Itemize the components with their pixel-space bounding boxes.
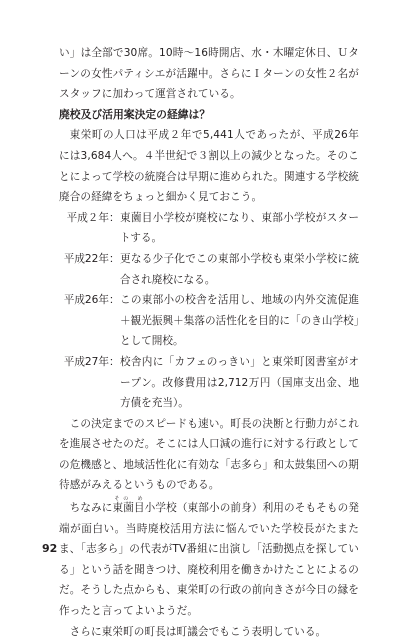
timeline-separator: ： xyxy=(109,211,120,224)
timeline-entry xyxy=(59,208,359,249)
timeline-year: 平成26年 xyxy=(63,294,109,307)
timeline-separator: ： xyxy=(109,252,120,265)
timeline-year: 平成２年 xyxy=(66,211,109,224)
timeline-entry xyxy=(59,290,359,352)
timeline-entry xyxy=(59,352,359,414)
timeline-year: 平成27年 xyxy=(63,355,109,368)
paragraph-1: い」は全部で30席。10時〜16時開店、水・木曜定休日、Ｕターンの女性パティシエが活躍中。さらにＩターンの女性２名がスタッフに加わって運営されている。 xyxy=(59,47,359,101)
paragraph-5: さらに東栄町の町長は町議会でもこう表明している。 xyxy=(69,625,327,638)
furigana-base: 東薗目 xyxy=(112,502,145,515)
paragraph-4 xyxy=(59,496,359,622)
page-number: 92 xyxy=(42,542,58,555)
paragraph-4-body: 小学校（東部小の前身）利用のそもそもの発端が面白い。当時廃校活用方法に悩んでいた学校長がたまたま、「志多ら」の代表がTV番組に出演し「活動拠点を探している」という話を聞きつけ、廃校利用を働きかけたことによるのだ。そうした点からも、東栄町の行政の前向きさが今日の縁を作ったと言ってよいようだ。 xyxy=(59,502,360,618)
paragraph-4-lead: ちなみに xyxy=(69,502,113,515)
timeline-text: 更なる少子化でこの東部小学校も東栄小学校に統合され廃校になる。 xyxy=(120,252,359,286)
timeline-text: 校舎内に「カフェのっきい」と東栄町図書室がオープン。改修費用は2,712万円（国庫支出金、地方債を充当）。 xyxy=(120,355,359,410)
section-heading: 廃校及び活用案決定の経緯は？ xyxy=(59,107,211,121)
paragraph-3: この決定までのスピードも速い。町長の決断と行動力がこれを進展させたのだ。そこには人口減の進行に対する行政としての危機感と、地域活性化に有効な「志多ら」和太鼓集団への期待感がみえるというものである。 xyxy=(59,417,359,492)
page-body xyxy=(59,43,359,642)
timeline-year: 平成22年 xyxy=(63,252,109,265)
timeline-text: 東薗目小学校が廃校になり、東部小学校がスタートする。 xyxy=(120,211,359,245)
timeline-separator: ： xyxy=(109,355,120,368)
furigana-reading: その め xyxy=(112,496,145,503)
timeline-list xyxy=(59,208,359,414)
timeline-text: この東部小の校舎を活用し、地域の内外交流促進＋観光振興＋集落の活性化を目的に「のき山学校」として開校。 xyxy=(120,294,359,348)
timeline-separator: ： xyxy=(109,294,120,307)
timeline-entry xyxy=(59,249,359,290)
paragraph-2: 東栄町の人口は平成２年で5,441人であったが、平成26年には3,684人へ。４半世紀で３割以上の減少となった。そのことによって学校の統廃合は早期に進められた。関連する学校統廃合の経緯をちょっと細かく見ておこう。 xyxy=(59,129,359,204)
furigana-word xyxy=(112,496,145,515)
